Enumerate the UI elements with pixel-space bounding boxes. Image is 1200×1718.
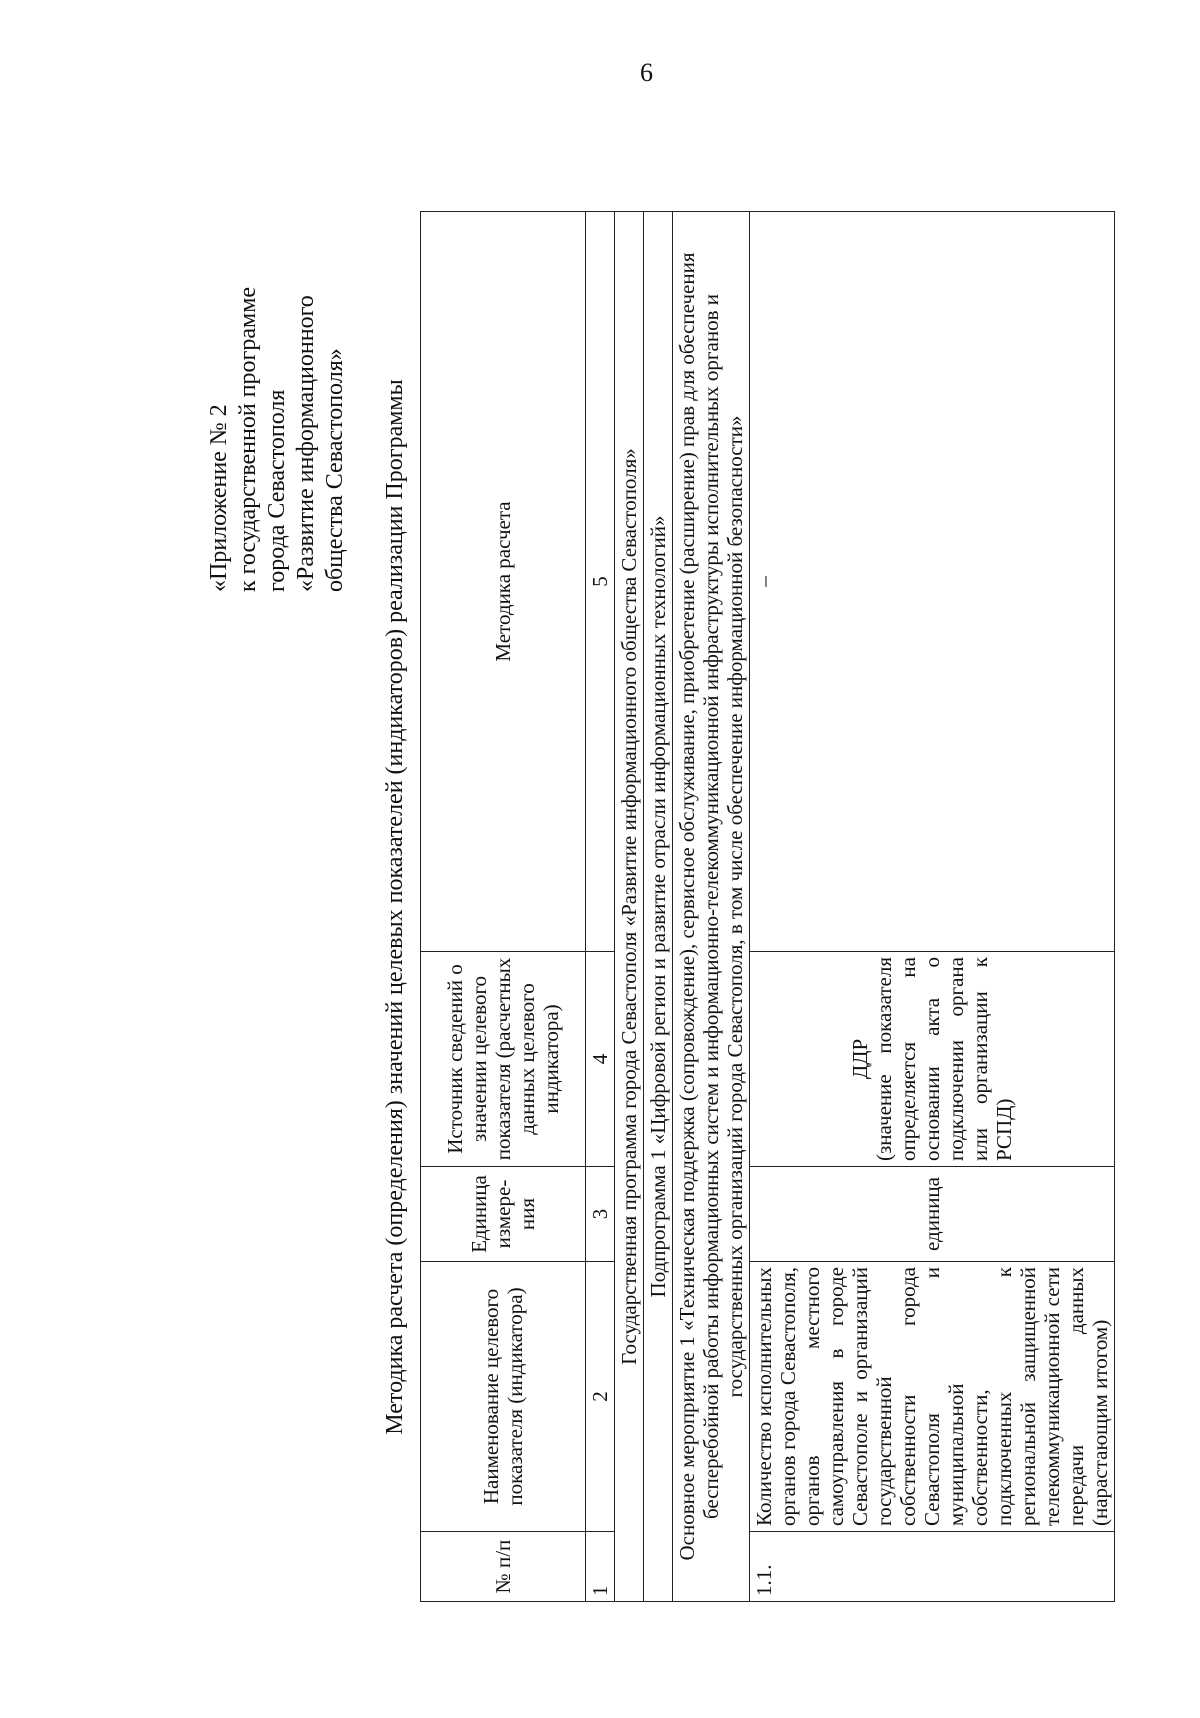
appendix-line: «Развитие информационного [293,295,319,592]
header-method: Методика расчета [421,212,586,952]
source-title: ДДР [848,1038,872,1080]
landscape-content [206,212,1135,1602]
header-indicator-name: Наименование целевого показателя (индикатора) [421,1262,586,1532]
program-title: Государственная программа города Севастополя «Развитие информационного общества Севастополя» [615,212,644,1602]
column-number: 1 [586,1532,615,1602]
column-number: 2 [586,1262,615,1532]
row-number: 1.1. [750,1532,1115,1602]
column-number: 5 [586,212,615,952]
program-row [615,212,644,1602]
main-activity-title: Основное мероприятие 1 «Техническая поддержка (сопровождение), сервисное обслуживание, приобретение (расширение) прав для обеспечения бесперебойной работы информационных систем и информационно-телекоммуникационной инфраструктуры исполнительных органов и государственных организаций города Севастополя, в том числе обеспечение информационной безопасности» [673,212,750,1602]
column-number: 3 [586,1167,615,1262]
header-source: Источник сведений о значении целевого показателя (расчетных данных целевого индикатора) [421,952,586,1167]
subprogram-title: Подпрограмма 1 «Цифровой регион и развитие отрасли информационных технологий» [644,212,673,1602]
indicator-name: Количество исполнительных органов города Севастополя, органов местного самоуправления в городе Севастополе и организаций государственной собственности города Севастополя и муниципальной собственности, подключенных к региональной защищенной телекоммуникационной сети передачи данных (нарастающим итогом) [750,1262,1115,1532]
header-unit: Единица измере-ния [421,1167,586,1262]
subprogram-row [644,212,673,1602]
column-number-row [586,212,615,1602]
appendix-block [205,232,350,592]
column-number: 4 [586,952,615,1167]
page-number: 6 [640,58,653,87]
appendix-line: «Приложение № 2 [206,404,232,592]
appendix-line: общества Севастополя» [322,348,348,592]
source-detail: (значение показателя определяется на основании акта о подключении органа или организации к РСПД) [872,957,1016,1161]
indicators-table [420,211,1115,1602]
indicator-unit: единица [750,1167,1115,1262]
appendix-line: города Севастополя [264,389,290,592]
indicator-method: – [750,212,1115,952]
indicator-source [750,952,1115,1167]
document-title: Методика расчета (определения) значений целевых показателей (индикаторов) реализации Программы [382,379,408,1435]
table-row [750,212,1115,1602]
main-activity-row [673,212,750,1602]
appendix-line: к государственной программе [235,286,261,592]
table-header-row [421,212,586,1602]
header-number: № п/п [421,1532,586,1602]
